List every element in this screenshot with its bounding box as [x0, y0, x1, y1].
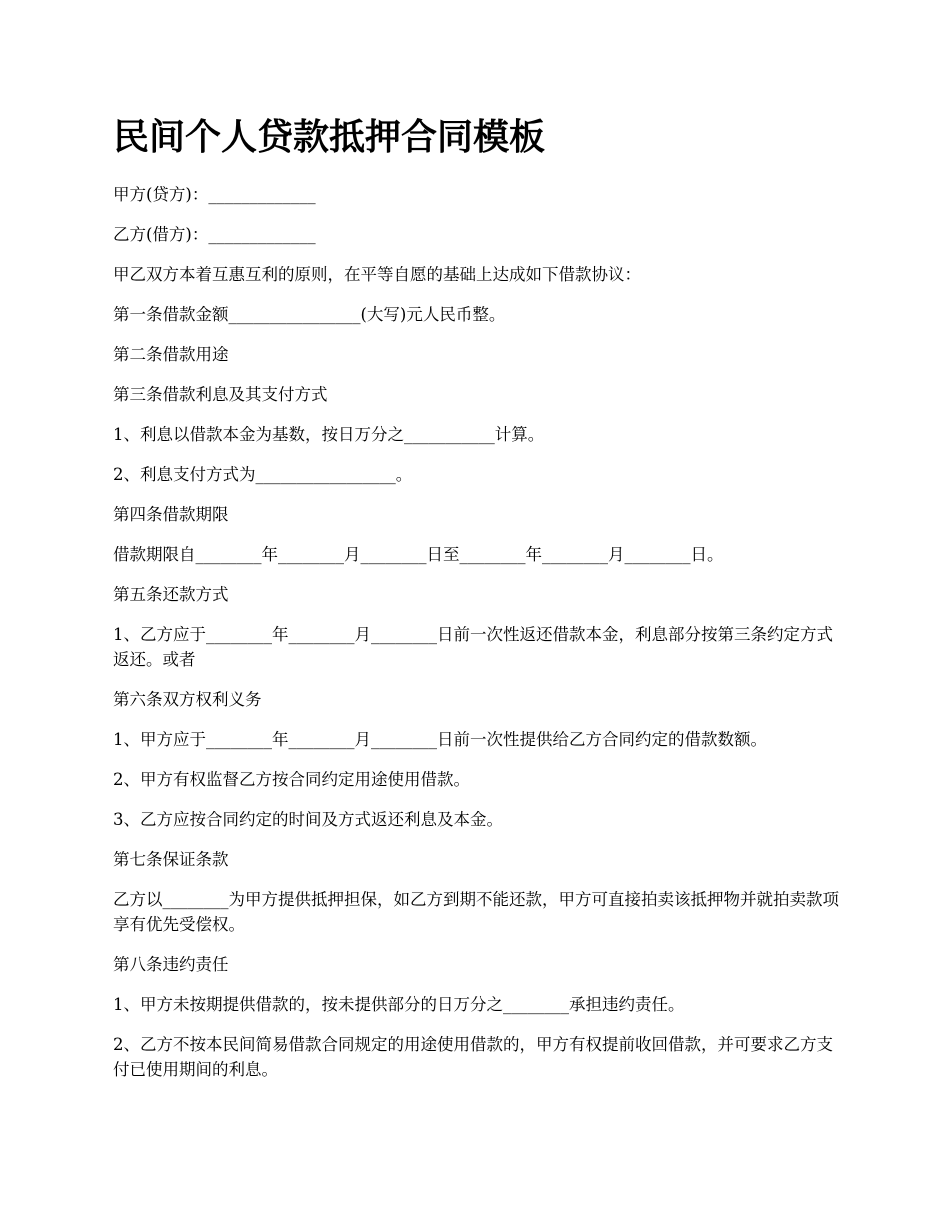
document-title: 民间个人贷款抵押合同模板	[113, 116, 546, 158]
article-8-heading: 第八条违约责任	[113, 955, 229, 974]
article-3-heading: 第三条借款利息及其支付方式	[113, 385, 328, 404]
article-5-heading: 第五条还款方式	[113, 585, 229, 604]
article-2-heading: 第二条借款用途	[113, 345, 229, 364]
article-7-clause: 乙方以________为甲方提供抵押担保，如乙方到期不能还款，甲方可直接拍卖该抵押物并就拍卖款项享有优先受偿权。	[113, 890, 839, 934]
article-5-clause-1: 1、乙方应于________年________月________日前一次性返还借款本金，利息部分按第三条约定方式返还。或者	[113, 625, 833, 669]
article-6-clause-2: 2、甲方有权监督乙方按合同约定用途使用借款。	[113, 770, 470, 789]
article-8-clause-1: 1、甲方未按期提供借款的，按未提供部分的日万分之________承担违约责任。	[113, 995, 685, 1014]
article-7-heading: 第七条保证条款	[113, 850, 229, 869]
article-3-clause-2: 2、利息支付方式为_________________。	[113, 465, 413, 484]
article-6-clause-3: 3、乙方应按合同约定的时间及方式返还利息及本金。	[113, 810, 503, 829]
article-6-clause-1: 1、甲方应于________年________月________日前一次性提供给乙方合同约定的借款数额。	[113, 730, 767, 749]
party-b-line: 乙方(借方)：_____________	[113, 225, 316, 244]
document-page	[113, 112, 843, 1097]
article-4-term: 借款期限自________年________月________日至________年________月________日。	[113, 545, 724, 564]
preamble: 甲乙双方本着互惠互利的原则，在平等自愿的基础上达成如下借款协议：	[113, 265, 641, 284]
article-4-heading: 第四条借款期限	[113, 505, 229, 524]
article-8-clause-2: 2、乙方不按本民间简易借款合同规定的用途使用借款的，甲方有权提前收回借款，并可要求乙方支付已使用期间的利息。	[113, 1035, 833, 1079]
party-a-line: 甲方(贷方)：_____________	[113, 185, 316, 204]
article-3-clause-1: 1、利息以借款本金为基数，按日万分之___________计算。	[113, 425, 545, 444]
article-6-heading: 第六条双方权利义务	[113, 690, 262, 709]
article-1-amount: 第一条借款金额________________(大写)元人民币整。	[113, 305, 506, 324]
